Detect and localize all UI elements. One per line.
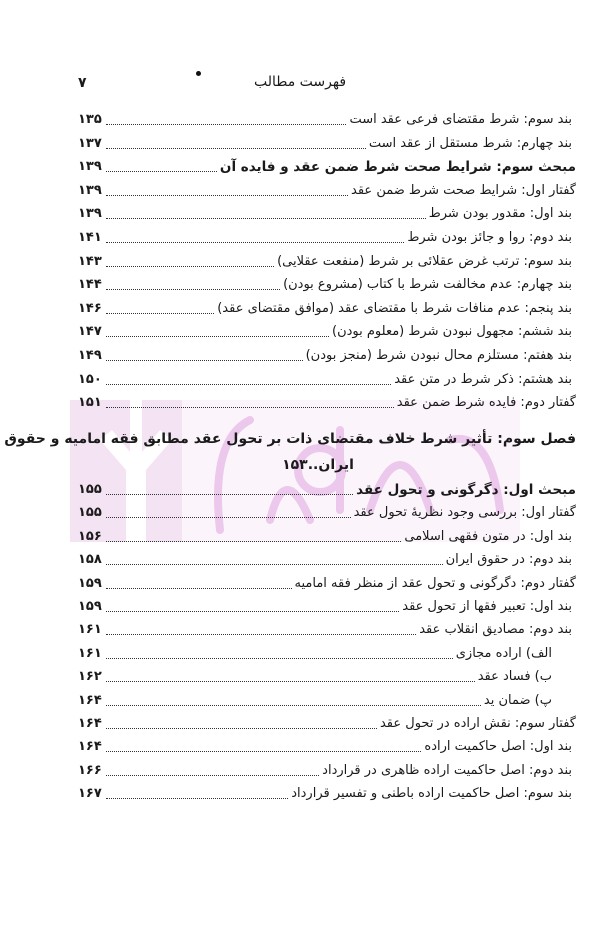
toc-entry-page: ۱۵۶ — [78, 528, 102, 544]
toc-entry — [78, 202, 572, 224]
dot-leader — [106, 751, 422, 752]
toc-entry — [78, 250, 572, 272]
dot-leader — [106, 541, 402, 542]
toc-entry — [78, 735, 572, 757]
toc-entry — [78, 273, 572, 295]
toc-entry-page: ۱۴۳ — [78, 253, 102, 269]
toc-entry — [78, 618, 572, 640]
toc-entry — [78, 368, 572, 390]
toc-entry — [78, 297, 572, 319]
toc-entry — [78, 782, 572, 804]
toc-entry-page: ۱۵۹ — [78, 575, 102, 591]
dot-leader — [106, 195, 348, 196]
toc-entry-page: ۱۶۴ — [78, 716, 102, 731]
toc-entry-title: گفتار سوم: نقش اراده در تحول عقد — [379, 716, 576, 731]
toc-entry-title: گفتار دوم: فایده شرط ضمن عقد — [396, 395, 576, 411]
toc-entry-title: بند دوم: مصادیق انقلاب عقد — [419, 622, 572, 638]
toc-entry-title: بند اول: اصل حاکمیت اراده — [424, 739, 572, 755]
toc-entry-page: ۱۵۱ — [78, 395, 102, 411]
dot-leader — [106, 611, 399, 612]
toc-entry-title: مبحث سوم: شرایط صحت شرط ضمن عقد و فایده آن — [219, 159, 576, 176]
toc-entry-page: ۱۴۹ — [78, 348, 102, 363]
toc-entry-page: ۱۶۷ — [78, 786, 102, 802]
toc-entry-title: الف) اراده مجازی — [455, 645, 552, 661]
toc-entry — [78, 391, 576, 413]
dot-leader — [106, 242, 405, 243]
chapter-heading — [4, 426, 576, 478]
dot-leader — [106, 266, 274, 267]
dot-leader — [106, 564, 443, 565]
toc-entry — [78, 642, 552, 664]
dot-leader — [106, 218, 426, 219]
toc-entry-title: گفتار دوم: دگرگونی و تحول عقد از منظر فقه امامیه — [294, 575, 576, 591]
toc-entry-page: ۱۵۵ — [78, 505, 102, 521]
chapter-heading-line1: فصل سوم: تأثیر شرط خلاف مقتضای ذات بر تحول عقد مطابق فقه امامیه و حقوق — [4, 431, 576, 447]
running-title: فهرست مطالب — [253, 74, 347, 90]
toc-entry-page: ۱۴۶ — [78, 300, 102, 316]
toc-entry-title: بند سوم: اصل حاکمیت اراده باطنی و تفسیر قرارداد — [291, 786, 572, 802]
toc-entry-page: ۱۴۱ — [78, 230, 102, 245]
dot-leader — [106, 517, 351, 518]
toc-entry-page: ۱۶۱ — [78, 622, 102, 638]
dot-leader — [106, 407, 394, 408]
toc-entry-title: بند دوم: اصل حاکمیت اراده ظاهری در قرارداد — [322, 762, 572, 778]
toc-entry-page: ۱۳۹ — [78, 182, 102, 198]
toc-entry-page: ۱۵۸ — [78, 552, 102, 568]
toc-entry-page: ۱۳۹ — [78, 206, 102, 222]
toc-entry — [78, 572, 576, 594]
toc-entry — [78, 689, 552, 711]
page-header — [0, 0, 600, 110]
toc-entry-title: گفتار اول: بررسی وجود نظریهٔ تحول عقد — [353, 505, 576, 521]
toc-entry — [78, 548, 572, 570]
toc-entry-title: بند چهارم: عدم مخالفت شرط با کتاب (مشروع بودن) — [283, 277, 572, 293]
toc-entry — [78, 320, 572, 342]
toc-entry-title: بند سوم: شرط مقتضای فرعی عقد است — [349, 112, 572, 127]
toc-entry-title: بند اول: در متون فقهی اسلامی — [404, 528, 572, 544]
toc-entry-page: ۱۴۴ — [78, 277, 102, 293]
dot-leader — [106, 775, 319, 776]
chapter-heading-line2: ایران..۱۵۳ — [282, 457, 354, 473]
toc-entry-title: بند اول: مقدور بودن شرط — [428, 206, 572, 222]
toc-entry-title: بند هفتم: مستلزم محال نبودن شرط (منجز بودن) — [305, 348, 572, 363]
toc-entry — [78, 226, 572, 248]
toc-entry-page: ۱۳۷ — [78, 135, 102, 151]
toc-entry — [78, 155, 576, 177]
toc-entry-title: بند دوم: در حقوق ایران — [445, 552, 572, 568]
toc-entry-title: بند چهارم: شرط مستقل از عقد است — [368, 135, 572, 151]
toc-entry-title: پ) ضمان ید — [483, 692, 552, 708]
toc-entry — [78, 712, 576, 734]
toc-entry-title: بند ششم: مجهول نبودن شرط (معلوم بودن) — [332, 324, 572, 340]
toc-entry — [78, 595, 572, 617]
toc-entry-page: ۱۴۷ — [78, 324, 102, 340]
toc-entry-title: بند پنجم: عدم منافات شرط با مقتضای عقد (موافق مقتضای عقد) — [217, 300, 572, 316]
toc-entry — [78, 665, 552, 687]
toc-entry-page: ۱۶۲ — [78, 669, 102, 685]
dot-leader — [106, 148, 366, 149]
toc-entry — [78, 132, 572, 154]
dot-leader — [106, 634, 416, 635]
dot-leader — [106, 336, 329, 337]
toc-entry-title: بند هشتم: ذکر شرط در متن عقد — [394, 371, 572, 387]
toc-entry — [78, 344, 572, 366]
toc-entry-page: ۱۵۵ — [78, 482, 102, 497]
toc-entry-title: مبحث اول: دگرگونی و تحول عقد — [356, 482, 576, 498]
page-number: ۷ — [78, 75, 87, 91]
dot-leader — [106, 124, 347, 125]
dot-leader — [106, 798, 288, 799]
toc-entry-page: ۱۶۶ — [78, 762, 102, 778]
dot-leader — [106, 313, 214, 314]
toc-entry — [78, 525, 572, 547]
dot-leader — [106, 494, 353, 495]
dot-leader — [106, 289, 280, 290]
toc-entry-title: گفتار اول: شرایط صحت شرط ضمن عقد — [351, 182, 576, 198]
toc-entry — [78, 501, 576, 523]
toc-entry-page: ۱۵۰ — [78, 371, 102, 387]
toc-entry-title: بند دوم: روا و جائز بودن شرط — [407, 230, 572, 245]
toc-entry-page: ۱۶۴ — [78, 692, 102, 708]
dot-leader — [106, 681, 475, 682]
toc-entry — [78, 179, 576, 201]
toc-entry — [78, 108, 572, 130]
dot-leader — [106, 171, 217, 172]
dot-leader — [106, 360, 303, 361]
dot-leader — [106, 728, 377, 729]
toc-entry-page: ۱۶۱ — [78, 645, 102, 661]
toc-entry-page: ۱۵۹ — [78, 599, 102, 614]
dot-leader — [106, 588, 292, 589]
dot-leader — [106, 384, 391, 385]
toc-entry — [78, 759, 572, 781]
toc-entry-page: ۱۳۹ — [78, 159, 102, 175]
toc-entry-title: بند اول: تعبیر فقها از تحول عقد — [402, 599, 572, 614]
toc-entry-title: بند سوم: ترتب غرض عقلائی بر شرط (منفعت عقلایی) — [277, 253, 572, 269]
toc-entry-page: ۱۶۴ — [78, 739, 102, 755]
toc-entry — [78, 478, 576, 500]
dot-leader — [106, 705, 481, 706]
dot-leader — [106, 658, 453, 659]
toc-entry-title: ب) فساد عقد — [477, 669, 552, 685]
toc-entry-page: ۱۳۵ — [78, 112, 102, 127]
